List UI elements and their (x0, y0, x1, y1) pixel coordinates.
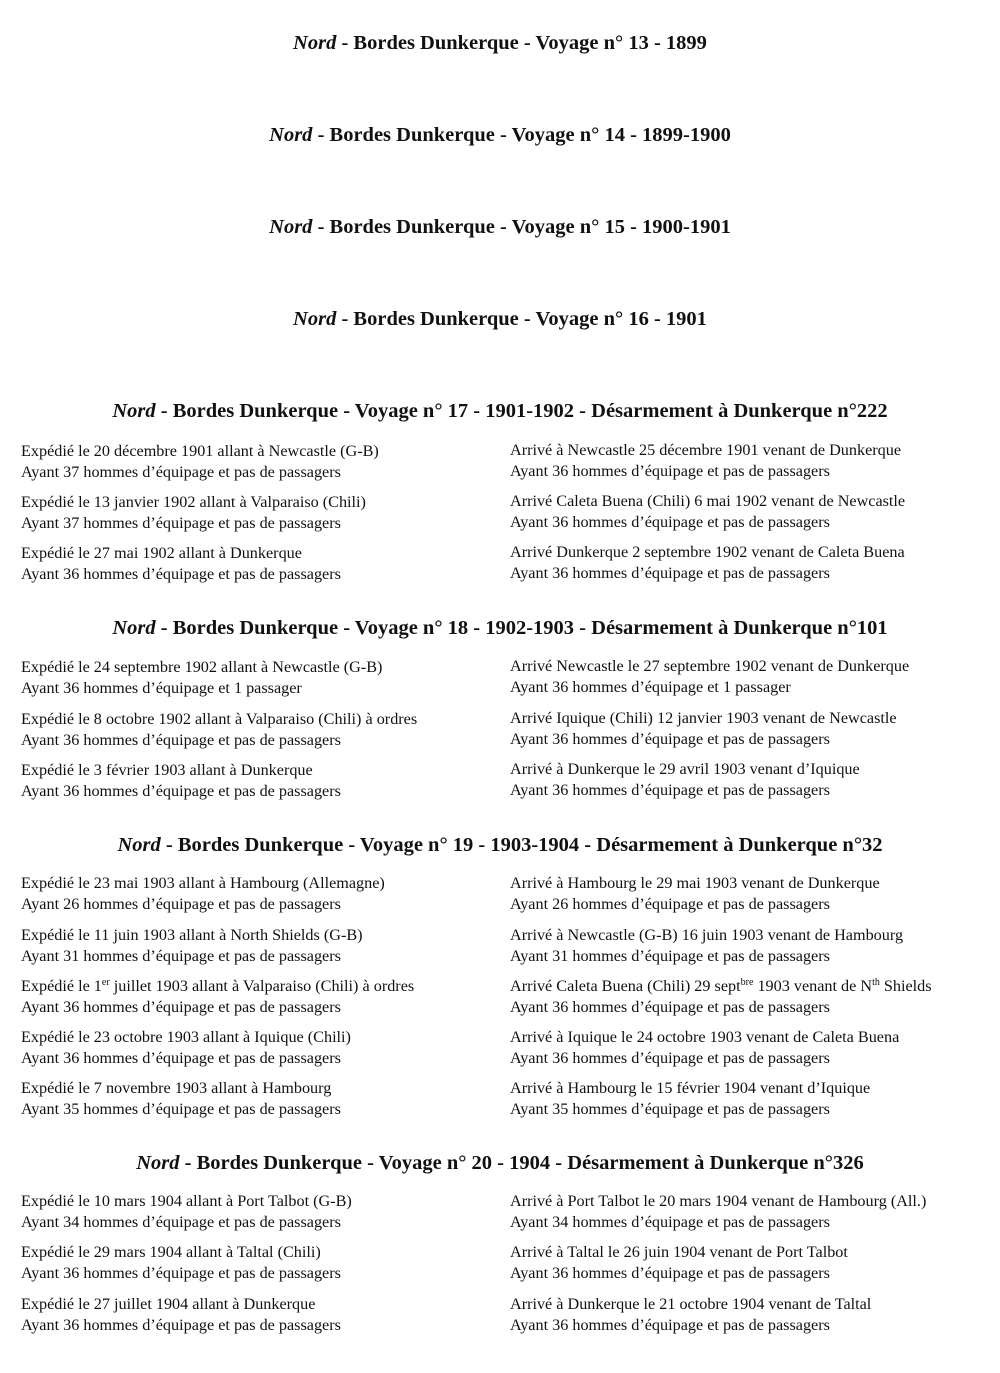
arrival-text: Arrivé à Newcastle 25 décembre 1901 venant de Dunkerque (510, 441, 902, 459)
crew-text: Ayant 36 hommes d’équipage et pas de passagers (510, 1048, 830, 1067)
crew-text: Ayant 36 hommes d’équipage et pas de passagers (21, 1315, 341, 1334)
voyage-17-heading (0, 399, 1000, 423)
crew-text: Ayant 36 hommes d’équipage et pas de passagers (510, 1315, 830, 1334)
arrival-text: Arrivé Caleta Buena (Chili) 6 mai 1902 venant de Newcastle (510, 492, 906, 510)
arrival-entry (510, 1191, 926, 1232)
departure-text: Expédié le 29 mars 1904 allant à Taltal (Chili) (21, 1243, 321, 1261)
departure-text: Expédié le 23 octobre 1903 allant à Iquique (Chili) (21, 1028, 351, 1046)
departure-text: Expédié le 3 février 1903 allant à Dunkerque (21, 761, 313, 779)
arrival-text: Arrivé à Hambourg le 15 février 1904 venant d’Iquique (510, 1079, 871, 1097)
departure-text-part: Expédié le 1 (21, 977, 102, 995)
departure-text: Expédié le 7 novembre 1903 allant à Hambourg (21, 1079, 332, 1097)
arrival-text: Arrivé Iquique (Chili) 12 janvier 1903 venant de Newcastle (510, 709, 897, 727)
voyage-18-heading (0, 616, 1000, 640)
crew-text: Ayant 35 hommes d’équipage et pas de passagers (21, 1099, 341, 1118)
arrival-entry (510, 1242, 848, 1283)
departure-text: Expédié le 8 octobre 1902 allant à Valparaiso (Chili) à ordres (21, 710, 418, 728)
arrival-entry (510, 976, 932, 1017)
crew-text: Ayant 34 hommes d’équipage et pas de passagers (510, 1212, 830, 1231)
abbreviation-superscript: bre (740, 977, 754, 988)
crew-text: Ayant 36 hommes d’équipage et pas de passagers (510, 729, 830, 748)
arrival-text: Arrivé à Port Talbot le 20 mars 1904 venant de Hambourg (All.) (510, 1192, 927, 1210)
departure-text: Expédié le 27 juillet 1904 allant à Dunkerque (21, 1295, 316, 1313)
crew-text: Ayant 37 hommes d’équipage et pas de passagers (21, 462, 341, 481)
departure-entry (21, 976, 414, 1017)
arrival-entry (510, 656, 909, 697)
voyage-title: - Bordes Dunkerque - Voyage n° 14 - 1899-1900 (312, 124, 731, 146)
crew-text: Ayant 31 hommes d’équipage et pas de passagers (21, 946, 341, 965)
departure-entry (21, 1294, 341, 1335)
departure-entry (21, 543, 341, 584)
ship-name: Nord (269, 124, 313, 146)
arrival-entry (510, 1027, 899, 1068)
arrival-entry (510, 873, 880, 914)
crew-text: Ayant 31 hommes d’équipage et pas de passagers (510, 946, 830, 965)
departure-text: Expédié le 20 décembre 1901 allant à Newcastle (G-B) (21, 442, 379, 460)
crew-text: Ayant 36 hommes d’équipage et 1 passager (510, 677, 791, 696)
departure-entry (21, 657, 382, 698)
ship-name: Nord (136, 1152, 180, 1174)
arrival-text: Arrivé Dunkerque 2 septembre 1902 venant de Caleta Buena (510, 543, 905, 561)
arrival-entry (510, 491, 905, 532)
voyage-title: - Bordes Dunkerque - Voyage n° 13 - 1899 (336, 32, 707, 54)
voyage-15-heading (0, 215, 1000, 239)
arrival-text-part: Arrivé Caleta Buena (Chili) 29 sept (510, 977, 741, 995)
departure-text: Expédié le 13 janvier 1902 allant à Valparaiso (Chili) (21, 493, 366, 511)
voyage-13-heading (0, 31, 1000, 55)
crew-text: Ayant 36 hommes d’équipage et pas de passagers (510, 1263, 830, 1282)
arrival-entry (510, 1294, 871, 1335)
ship-name: Nord (112, 400, 156, 422)
crew-text: Ayant 36 hommes d’équipage et pas de passagers (510, 512, 830, 531)
voyage-16-heading (0, 307, 1000, 331)
departure-entry (21, 925, 363, 966)
crew-text: Ayant 34 hommes d’équipage et pas de passagers (21, 1212, 341, 1231)
departure-text: Expédié le 24 septembre 1902 allant à Newcastle (G-B) (21, 658, 383, 676)
ordinal-superscript: er (101, 977, 110, 988)
crew-text: Ayant 36 hommes d’équipage et pas de passagers (21, 1263, 341, 1282)
voyage-title: - Bordes Dunkerque - Voyage n° 18 - 1902-1903 - Désarmement à Dunkerque n°101 (155, 617, 888, 639)
voyage-title: - Bordes Dunkerque - Voyage n° 17 - 1901-1902 - Désarmement à Dunkerque n°222 (155, 400, 888, 422)
arrival-text: Arrivé à Hambourg le 29 mai 1903 venant de Dunkerque (510, 874, 880, 892)
crew-text: Ayant 26 hommes d’équipage et pas de passagers (21, 894, 341, 913)
departure-entry (21, 1078, 341, 1119)
crew-text: Ayant 36 hommes d’équipage et pas de passagers (21, 781, 341, 800)
arrival-entry (510, 759, 860, 800)
departure-text: Expédié le 11 juin 1903 allant à North Shields (G-B) (21, 926, 363, 944)
voyage-20-heading (0, 1151, 1000, 1175)
departure-text (21, 976, 414, 997)
departure-text: Expédié le 10 mars 1904 allant à Port Talbot (G-B) (21, 1192, 352, 1210)
arrival-text: Arrivé à Dunkerque le 21 octobre 1904 venant de Taltal (510, 1295, 872, 1313)
crew-text: Ayant 36 hommes d’équipage et pas de passagers (510, 461, 830, 480)
departure-entry (21, 1027, 351, 1068)
crew-text: Ayant 35 hommes d’équipage et pas de passagers (510, 1099, 830, 1118)
crew-text: Ayant 36 hommes d’équipage et 1 passager (21, 678, 302, 697)
voyage-title: - Bordes Dunkerque - Voyage n° 15 - 1900-1901 (312, 216, 731, 238)
ship-name: Nord (112, 617, 156, 639)
departure-entry (21, 1191, 352, 1232)
ship-name: Nord (293, 308, 337, 330)
crew-text: Ayant 36 hommes d’équipage et pas de passagers (21, 564, 341, 583)
ship-name: Nord (117, 834, 161, 856)
arrival-text: Arrivé à Iquique le 24 octobre 1903 venant de Caleta Buena (510, 1028, 900, 1046)
arrival-text: Arrivé à Newcastle (G-B) 16 juin 1903 venant de Hambourg (510, 926, 904, 944)
arrival-text: Arrivé Newcastle le 27 septembre 1902 venant de Dunkerque (510, 657, 910, 675)
crew-text: Ayant 36 hommes d’équipage et pas de passagers (510, 780, 830, 799)
crew-text: Ayant 36 hommes d’équipage et pas de passagers (510, 997, 830, 1016)
voyage-14-heading (0, 123, 1000, 147)
arrival-entry (510, 708, 897, 749)
voyage-title: - Bordes Dunkerque - Voyage n° 19 - 1903-1904 - Désarmement à Dunkerque n°32 (160, 834, 883, 856)
departure-text-part: juillet 1903 allant à Valparaiso (Chili) à ordres (109, 977, 415, 995)
ship-name: Nord (293, 32, 337, 54)
departure-entry (21, 1242, 341, 1283)
arrival-entry (510, 925, 903, 966)
crew-text: Ayant 36 hommes d’équipage et pas de passagers (21, 997, 341, 1016)
voyage-19-heading (0, 833, 1000, 857)
arrival-entry (510, 1078, 870, 1119)
voyage-title: - Bordes Dunkerque - Voyage n° 16 - 1901 (336, 308, 707, 330)
departure-entry (21, 873, 385, 914)
arrival-entry (510, 542, 905, 583)
departure-entry (21, 709, 417, 750)
arrival-entry (510, 440, 901, 481)
departure-entry (21, 492, 366, 533)
ship-name: Nord (269, 216, 313, 238)
departure-entry (21, 441, 379, 482)
departure-entry (21, 760, 341, 801)
abbreviation-superscript: th (872, 977, 880, 988)
voyage-title: - Bordes Dunkerque - Voyage n° 20 - 1904 - Désarmement à Dunkerque n°326 (179, 1152, 864, 1174)
crew-text: Ayant 36 hommes d’équipage et pas de passagers (21, 1048, 341, 1067)
crew-text: Ayant 36 hommes d’équipage et pas de passagers (510, 563, 830, 582)
departure-text: Expédié le 27 mai 1902 allant à Dunkerque (21, 544, 302, 562)
arrival-text: Arrivé à Taltal le 26 juin 1904 venant de Port Talbot (510, 1243, 848, 1261)
crew-text: Ayant 26 hommes d’équipage et pas de passagers (510, 894, 830, 913)
departure-text: Expédié le 23 mai 1903 allant à Hambourg (Allemagne) (21, 874, 385, 892)
arrival-text: Arrivé à Dunkerque le 29 avril 1903 venant d’Iquique (510, 760, 860, 778)
arrival-text-part: 1903 venant de N (753, 977, 873, 995)
arrival-text (510, 976, 932, 997)
arrival-text-part: Shields (879, 977, 932, 995)
crew-text: Ayant 37 hommes d’équipage et pas de passagers (21, 513, 341, 532)
crew-text: Ayant 36 hommes d’équipage et pas de passagers (21, 730, 341, 749)
